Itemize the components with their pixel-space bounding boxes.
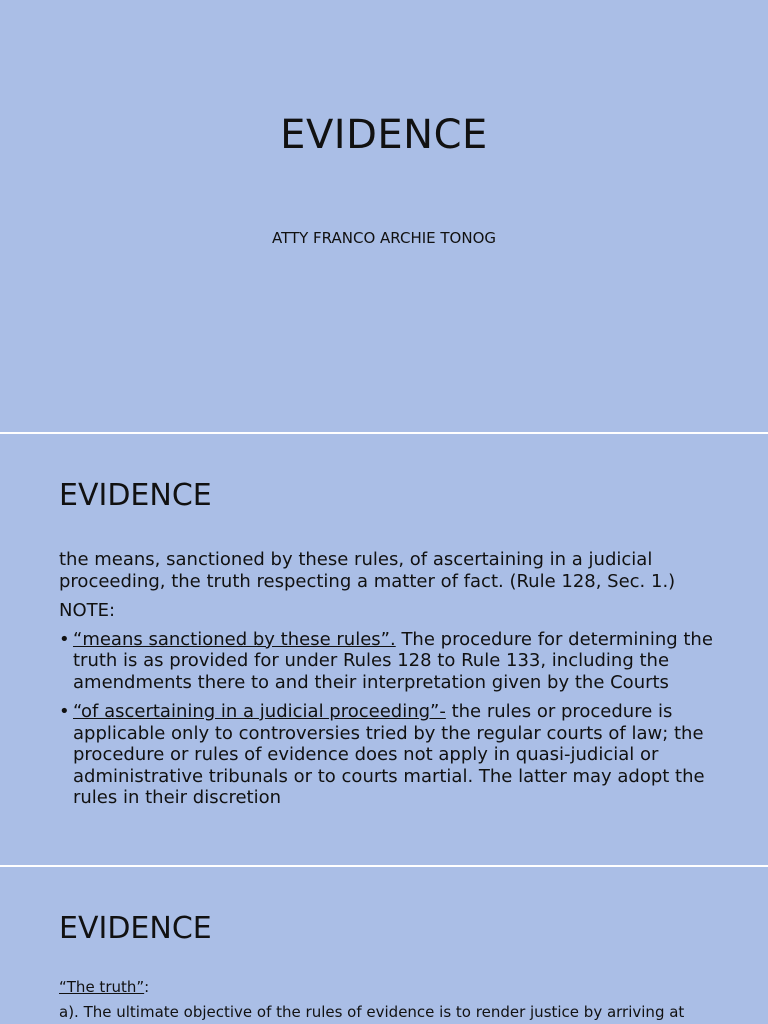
note-label: NOTE: xyxy=(59,600,116,621)
bullet-quote: “means sanctioned by these rules”. xyxy=(73,628,396,650)
truth-label-text: “The truth” xyxy=(59,978,145,996)
slide-definition xyxy=(0,434,768,865)
bullet-item xyxy=(59,629,719,694)
bullet-item xyxy=(59,701,719,809)
bullet-icon: • xyxy=(59,701,70,722)
truth-body-text: a). The ultimate objective of the rules of evidence is to render justice by arriving at xyxy=(59,1003,685,1021)
slide-heading: EVIDENCE xyxy=(59,911,212,946)
bullet-icon: • xyxy=(59,628,70,650)
slide-title xyxy=(0,0,768,432)
bullet-quote: “of ascertaining in a judicial proceeding”- xyxy=(73,701,446,722)
definition-text: the means, sanctioned by these rules, of ascertaining in a judicial proceeding, the truth respecting a matter of fact. (Rule 128, Sec. 1.) xyxy=(59,549,676,592)
truth-label-colon: : xyxy=(144,978,150,996)
bullet-text: The procedure for determining the truth is as provided for under Rules 128 to Rule 133, including the amendments there to and their interpretation given by the Courts xyxy=(73,628,713,693)
slide-title-author: ATTY FRANCO ARCHIE TONOG xyxy=(271,229,497,247)
slide-title-heading: EVIDENCE xyxy=(280,112,488,158)
slide-heading: EVIDENCE xyxy=(59,478,212,513)
truth-label xyxy=(59,978,149,996)
slide-body xyxy=(59,549,719,817)
slide-truth xyxy=(0,867,768,1024)
bullet-text: the rules or procedure is applicable only to controversies tried by the regular courts of law; the procedure or rules of evidence does not apply in quasi-judicial or administrative tribunals or to courts martial. The latter may adopt the rules in their discretion xyxy=(73,701,705,808)
